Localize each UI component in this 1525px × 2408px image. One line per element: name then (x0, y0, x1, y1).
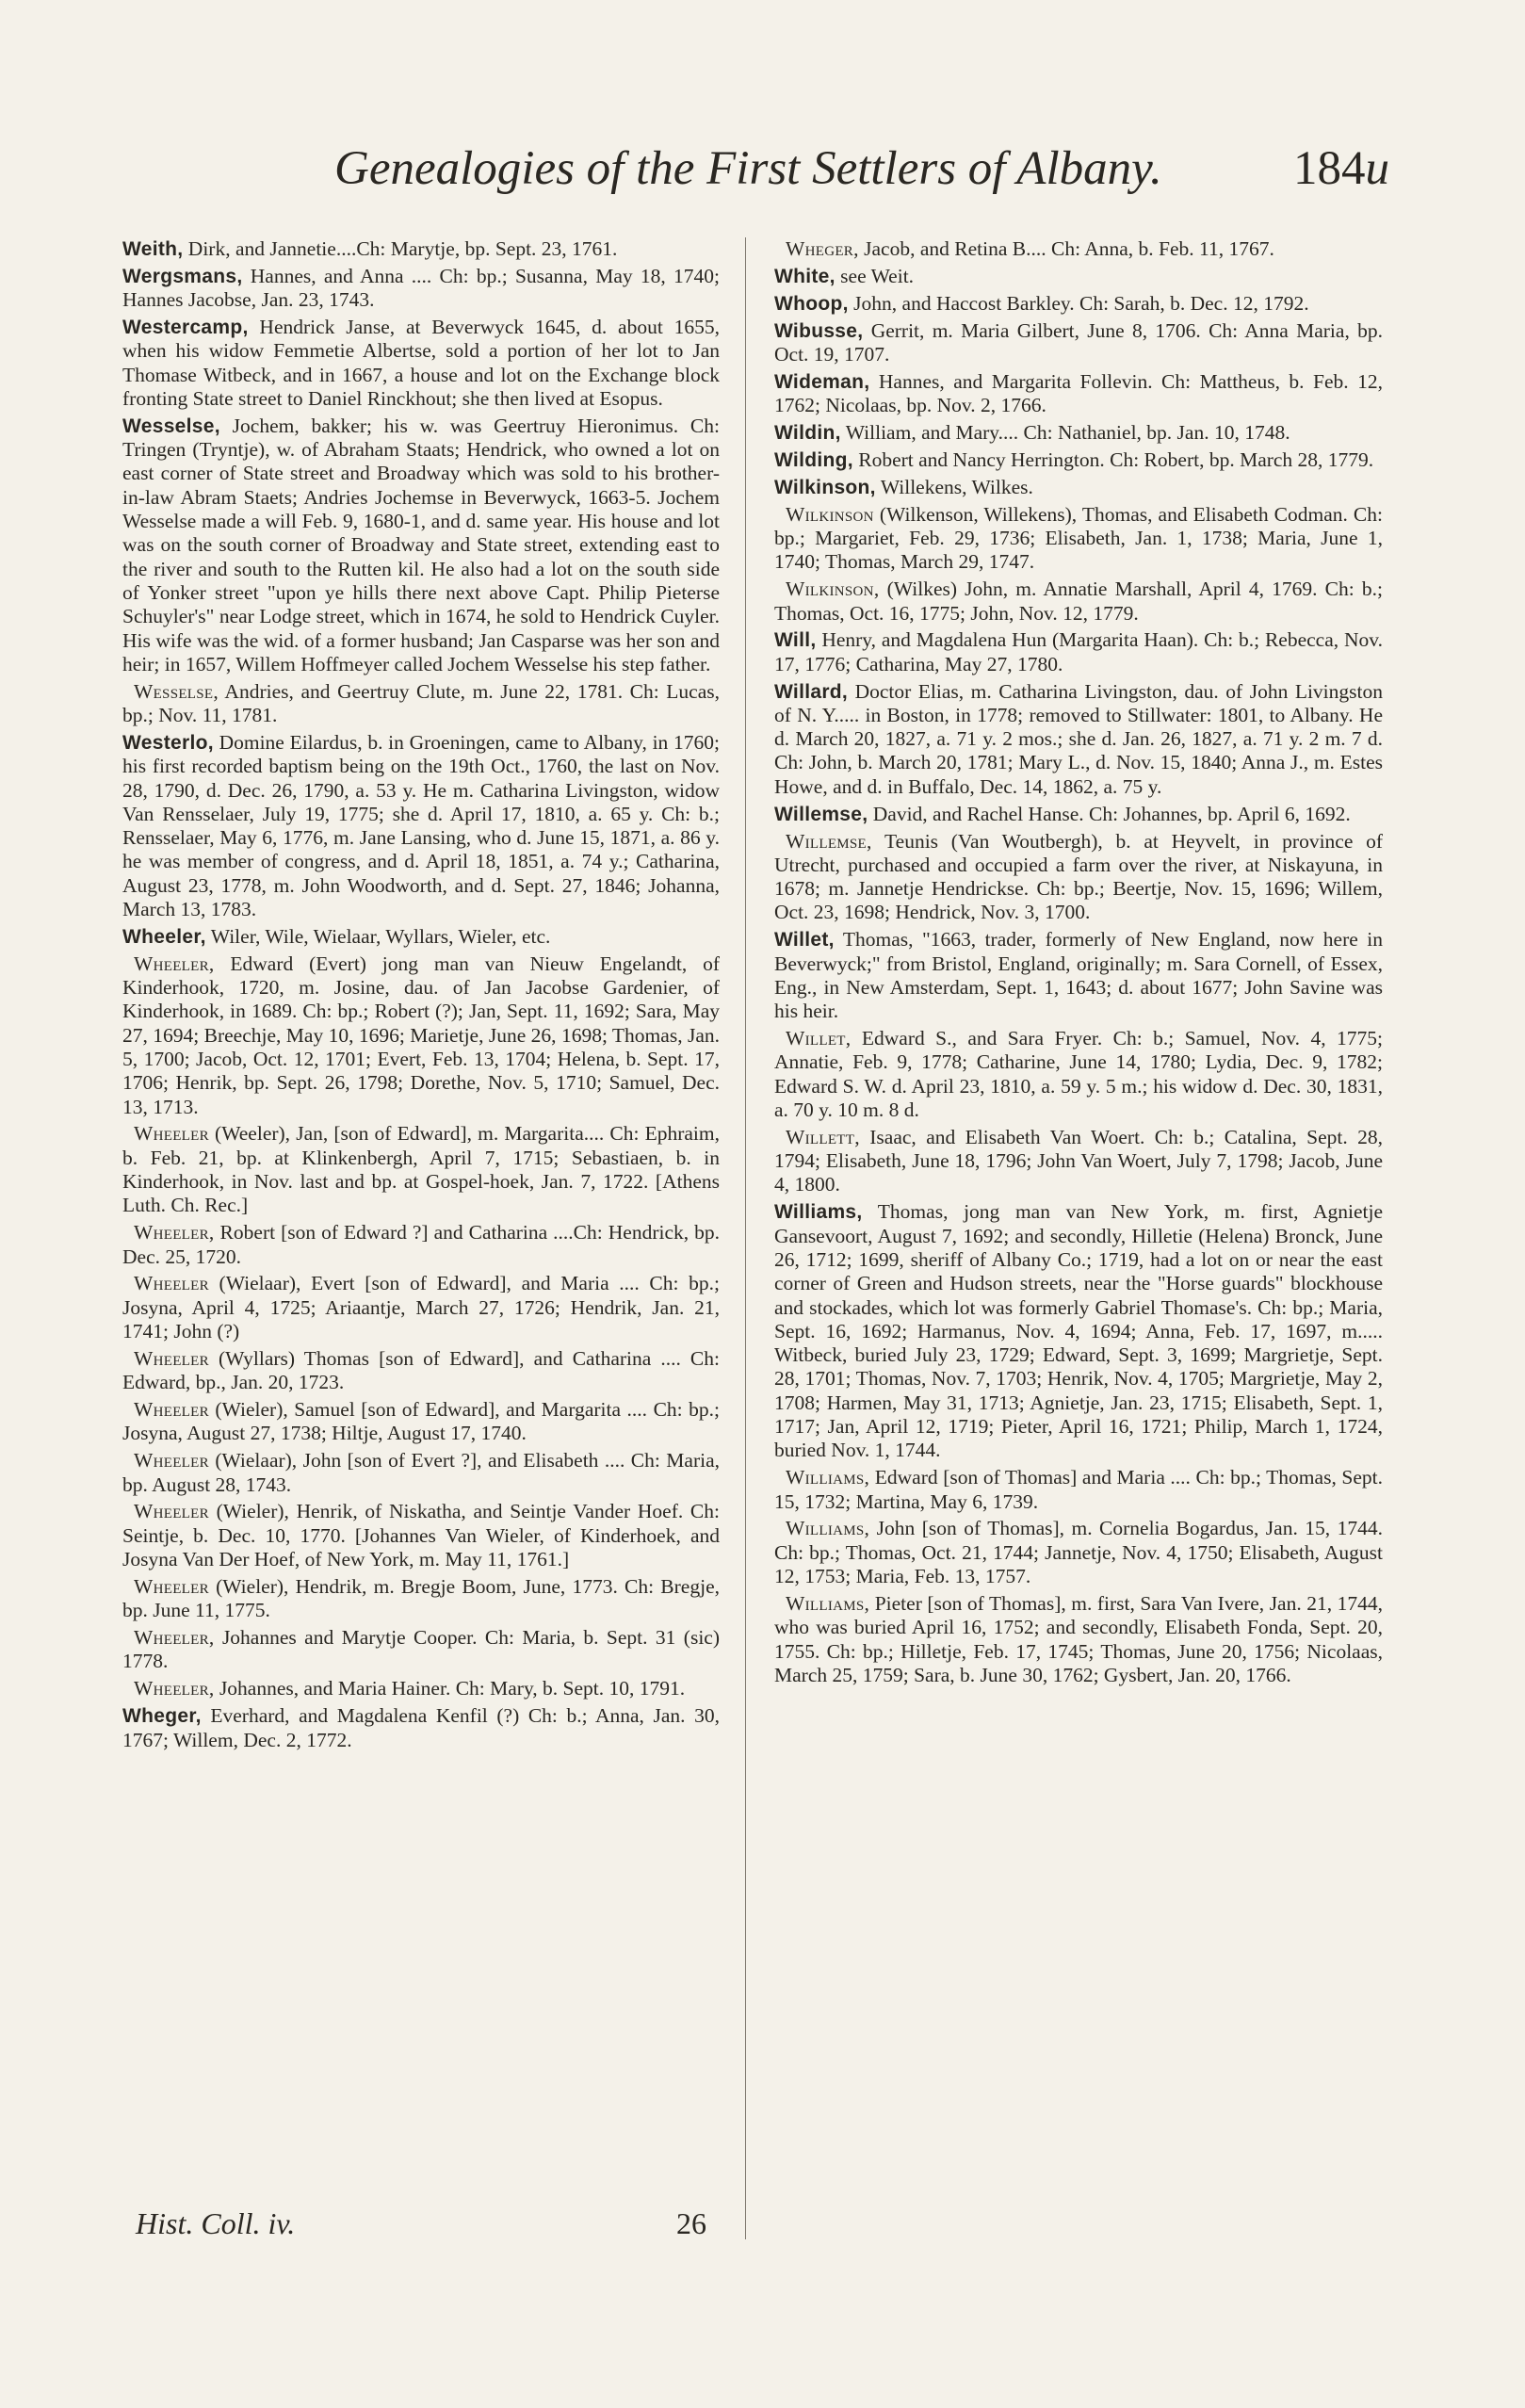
entry (774, 319, 1383, 367)
surname-subheading: Wilkinson, (786, 578, 880, 601)
surname-heading: Wergsmans, (122, 265, 243, 287)
footer-source: Hist. Coll. iv. (136, 2206, 296, 2240)
surname-subheading: Wilkinson (786, 502, 874, 526)
entry (774, 370, 1383, 418)
page-number-digits: 184 (1293, 142, 1366, 195)
entry (774, 628, 1383, 676)
entry-text: Isaac, and Elisabeth Van Woert. Ch: b.; Catalina, Sept. 28, 1794; Elisabeth, June 18, 1796; John Van Woert, July 7, 1798; Jacob, June 4, 1800. (774, 1125, 1383, 1196)
entry-text: Dirk, and Jannetie....Ch: Marytje, bp. Sept. 23, 1761. (183, 237, 618, 260)
surname-subheading: Williams, (786, 1517, 870, 1540)
entry (774, 237, 1383, 261)
entry (122, 1122, 720, 1217)
entry-text: (Wilkenson, Willekens), Thomas, and Elisabeth Codman. Ch: bp.; Margariet, Feb. 29, 1736; Elisabeth, Jan. 1, 1738; Maria, June 1, 1740; Thomas, March 29, 1747. (774, 502, 1383, 574)
surname-heading: Whoop, (774, 292, 849, 315)
entry-text: Hendrick Janse, at Beverwyck 1645, d. about 1655, when his widow Femmetie Albertse, sold a portion of her lot to Jan Thomase Witbeck, and in 1667, a house and lot on the Exchange block fronting State street to Daniel Rinckhout; she then lived at Esopus. (122, 316, 720, 410)
surname-subheading: Williams, (786, 1591, 870, 1615)
surname-heading: Will, (774, 629, 817, 652)
entry (774, 265, 1383, 288)
entry (774, 1466, 1383, 1514)
entry-text: Johannes and Marytje Cooper. Ch: Maria, b. Sept. 31 (sic) 1778. (122, 1626, 720, 1673)
surname-heading: Willard, (774, 680, 849, 703)
entry-text: David, and Rachel Hanse. Ch: Johannes, bp. April 6, 1692. (868, 802, 1351, 825)
surname-subheading: Wheeler, (134, 1221, 215, 1245)
entry (122, 952, 720, 1119)
entry-text: Willekens, Wilkes. (875, 475, 1033, 498)
entry-text: (Wyllars) Thomas [son of Edward], and Catharina .... Ch: Edward, bp., Jan. 20, 1723. (122, 1346, 720, 1394)
column-divider (745, 237, 746, 2239)
surname-subheading: Wheeler, (134, 1626, 215, 1650)
entry (122, 316, 720, 411)
page-number-suffix: u (1365, 142, 1389, 195)
entry (122, 1398, 720, 1446)
entry-text: Johannes, and Maria Hainer. Ch: Mary, b. Sept. 10, 1791. (214, 1677, 686, 1700)
surname-subheading: Wheeler (134, 1398, 209, 1422)
surname-heading: Wildin, (774, 422, 841, 445)
entry-text: Pieter [son of Thomas], m. first, Sara Van Ivere, Jan. 21, 1744, who was buried April 16, 1752; and secondly, Elisabeth Fonda, Sept. 20, 1755. Ch: bp.; Hilletje, Feb. 17, 1745; Thomas, June 20, 1756; Nicolaas, March 25, 1759; Sara, b. June 30, 1762; Gysbert, Jan. 20, 1766. (774, 1591, 1383, 1686)
entry (774, 1517, 1383, 1588)
entry (122, 925, 720, 949)
entry (774, 1126, 1383, 1197)
surname-heading: Williams, (774, 1201, 863, 1224)
entry (774, 292, 1383, 316)
entry (774, 578, 1383, 626)
entry-text: Robert [son of Edward ?] and Catharina ....Ch: Hendrick, bp. Dec. 25, 1720. (122, 1221, 720, 1268)
entry-text: Jochem, bakker; his w. was Geertruy Hieronimus. Ch: Tringen (Tryntje), w. of Abraham Staats; Hendrick, who owned a lot on east corner of State street and Broadway which was sold to his brother-in-law Abram Staets; Andries Jochemse in Beverwyck, 1663-5. Jochem Wesselse made a will Feb. 9, 1680-1, and d. same year. His house and lot was on the south corner of Broadway and State street, extending east to the river and south to the Rutten kil. He also had a lot on the south side of Yonker street "upon ye hills there next above Capt. Philip Pieterse Schuyler's" near Lodge street, which in 1674, he sold to Hendrick Cuyler. His wife was the wid. of a former husband; Jan Casparse was her son and heir; in 1657, Willem Hoffmeyer called Jochem Wesselse his step father. (122, 414, 720, 675)
entry (774, 830, 1383, 925)
entry (774, 803, 1383, 826)
entry (774, 1027, 1383, 1122)
entry (774, 476, 1383, 499)
surname-subheading: Wheeler, (134, 952, 215, 975)
entry (122, 1449, 720, 1497)
surname-subheading: Wesselse, (134, 679, 219, 703)
entry-text: Teunis (Van Woutbergh), b. at Heyvelt, in province of Utrecht, purchased and occupied a farm over the river, at Niskayuna, in 1678; m. Jannetje Hendrickse. Ch: bp.; Beertje, Nov. 15, 1696; Willem, Oct. 23, 1698; Hendrick, Nov. 3, 1700. (774, 829, 1383, 924)
surname-heading: White, (774, 265, 836, 287)
entry (122, 415, 720, 676)
entry-text: Domine Eilardus, b. in Groeningen, came to Albany, in 1760; his first recorded baptism being on the 19th Oct., 1760, the last on Nov. 28, 1790, d. Dec. 26, 1790, a. 53 y. He m. Catharina Livingston, widow Van Rensselaer, July 19, 1775; she d. April 17, 1810, a. 65 y. Ch: b.; Rensselaer, May 6, 1776, m. Jane Lansing, who d. June 15, 1871, a. 86 y. he was member of congress, and d. April 18, 1851, a. 74 y.; Catharina, August 23, 1778, m. John Woodworth, and d. Sept. 27, 1846; Johanna, March 13, 1783. (122, 730, 720, 920)
entry (122, 1500, 720, 1571)
entry-text: Doctor Elias, m. Catharina Livingston, dau. of John Livingston of N. Y..... in Boston, in 1778; removed to Stillwater: 1801, to Albany. He d. March 20, 1827, a. 71 y. 2 mos.; she d. Jan. 26, 1827, a. 71 y. 2 m. 7 d. Ch: John, b. March 20, 1781; Mary L., d. Nov. 15, 1840; Anna J., m. Estes Howe, and d. in Buffalo, Dec. 14, 1862, a. 75 y. (774, 679, 1383, 798)
entry (774, 1200, 1383, 1462)
entry-text: Everhard, and Magdalena Kenfil (?) Ch: b.; Anna, Jan. 30, 1767; Willem, Dec. 2, 1772. (122, 1704, 720, 1751)
surname-heading: Weith, (122, 238, 184, 260)
surname-heading: Wesselse, (122, 415, 220, 437)
entry-text: Andries, and Geertruy Clute, m. June 22, 1781. Ch: Lucas, bp.; Nov. 11, 1781. (122, 679, 720, 727)
entry (122, 237, 720, 261)
surname-subheading: Willett, (786, 1125, 860, 1148)
surname-heading: Wilkinson, (774, 476, 876, 498)
entry (122, 1347, 720, 1395)
entry-text: Wiler, Wile, Wielaar, Wyllars, Wieler, etc. (205, 924, 551, 948)
page-header (0, 141, 1525, 207)
left-column (122, 237, 720, 2205)
surname-subheading: Wheeler (134, 1346, 209, 1370)
entry (122, 1626, 720, 1674)
entry (774, 421, 1383, 445)
surname-subheading: Wheeler, (134, 1677, 215, 1700)
surname-heading: Wheeler, (122, 925, 206, 948)
entry-text: (Weeler), Jan, [son of Edward], m. Margarita.... Ch: Ephraim, b. Feb. 21, bp. at Klinkenbergh, April 7, 1715; Sebastiaen, b. in Kinderhook, in Nov. last and bp. at Gospel-hoek, Jan. 7, 1722. [Athens Luth. Ch. Rec.] (122, 1122, 720, 1217)
entry-text: Edward (Evert) jong man van Nieuw Engelandt, of Kinderhook, 1720, m. Josine, dau. of Jan Jacobse Gardenier, of Kinderhook, in 1689. Ch: bp.; Robert (?); Jan, Sept. 11, 1692; Sara, May 27, 1694; Breechje, May 10, 1696; Marietje, June 26, 1698; Thomas, Jan. 5, 1700; Jacob, Oct. 12, 1701; Evert, Feb. 13, 1704; Helena, b. Sept. 17, 1706; Henrik, bp. Sept. 26, 1798; Dorethe, Nov. 5, 1710; Samuel, Dec. 13, 1713. (122, 952, 720, 1118)
entry (122, 680, 720, 728)
entry-text: Edward [son of Thomas] and Maria .... Ch: bp.; Thomas, Sept. 15, 1732; Martina, May 6, 1739. (774, 1466, 1383, 1513)
entry (774, 680, 1383, 799)
surname-heading: Willet, (774, 929, 835, 952)
surname-subheading: Willet, (786, 1027, 852, 1050)
entry-text: Jacob, and Retina B.... Ch: Anna, b. Feb. 11, 1767. (858, 237, 1274, 260)
entry (122, 1272, 720, 1343)
entry-text: (Wieler), Samuel [son of Edward], and Margarita .... Ch: bp.; Josyna, August 27, 1738; Hiltje, August 17, 1740. (122, 1398, 720, 1445)
surname-subheading: Wheeler (134, 1574, 209, 1598)
entry-text: (Wielaar), John [son of Evert ?], and Elisabeth .... Ch: Maria, bp. August 28, 1743. (122, 1449, 720, 1496)
surname-heading: Wibusse, (774, 319, 864, 342)
entry (122, 265, 720, 313)
surname-subheading: Wheeler (134, 1449, 209, 1472)
entry-text: Gerrit, m. Maria Gilbert, June 8, 1706. Ch: Anna Maria, bp. Oct. 19, 1707. (774, 318, 1383, 366)
running-title: Genealogies of the First Settlers of Albany. (334, 142, 1162, 195)
entry-text: (Wilkes) John, m. Annatie Marshall, April 4, 1769. Ch: b.; Thomas, Oct. 16, 1775; John, Nov. 12, 1779. (774, 578, 1383, 625)
surname-subheading: Wheeler (134, 1272, 209, 1295)
entry-text: (Wieler), Henrik, of Niskatha, and Seintje Vander Hoef. Ch: Seintje, b. Dec. 10, 1770. [Johannes Van Wieler, of Kinderhoek, and Josyna Van Der Hoef, of New York, m. May 11, 1761.] (122, 1500, 720, 1571)
footer-signature-number: 26 (676, 2206, 706, 2240)
entry (122, 1575, 720, 1623)
entry-text: Thomas, "1663, trader, formerly of New England, now here in Beverwyck;" from Bristol, England, originally; m. Sara Cornell, of Essex, Eng., in New Amsterdam, Sept. 1, 1643; d. about 1677; John Savine was his heir. (774, 928, 1383, 1023)
entry (122, 731, 720, 921)
surname-heading: Westercamp, (122, 317, 249, 339)
surname-subheading: Williams, (786, 1466, 870, 1489)
entry-text: Hannes, and Anna .... Ch: bp.; Susanna, May 18, 1740; Hannes Jacobse, Jan. 23, 1743. (122, 264, 720, 312)
entry-text: see Weit. (835, 264, 915, 287)
surname-heading: Wideman, (774, 370, 870, 393)
entry (774, 503, 1383, 575)
surname-heading: Westerlo, (122, 731, 214, 754)
entry-text: Edward S., and Sara Fryer. Ch: b.; Samuel, Nov. 4, 1775; Annatie, Feb. 9, 1778; Catharine, June 14, 1780; Lydia, Dec. 9, 1782; Edward S. W. d. April 23, 1810, a. 59 y. 5 m.; his widow d. Dec. 30, 1831, a. 70 y. 10 m. 8 d. (774, 1027, 1383, 1121)
surname-heading: Wilding, (774, 448, 853, 471)
entry-text: (Wielaar), Evert [son of Edward], and Maria .... Ch: bp.; Josyna, April 4, 1725; Ariaantje, March 27, 1726; Hendrik, Jan. 21, 1741; John (?) (122, 1272, 720, 1342)
entry-text: Henry, and Magdalena Hun (Margarita Haan). Ch: b.; Rebecca, Nov. 17, 1776; Catharina, May 27, 1780. (774, 628, 1383, 675)
entry-text: Hannes, and Margarita Follevin. Ch: Mattheus, b. Feb. 12, 1762; Nicolaas, bp. Nov. 2, 1766. (774, 369, 1383, 417)
right-column (774, 237, 1383, 2263)
entry (774, 1592, 1383, 1687)
entry (122, 1677, 720, 1700)
surname-heading: Wheger, (122, 1705, 202, 1728)
surname-subheading: Willemse, (786, 829, 872, 853)
page-number (1276, 141, 1389, 196)
entry-text: William, and Mary.... Ch: Nathaniel, bp. Jan. 10, 1748. (840, 421, 1290, 445)
entry-text: John [son of Thomas], m. Cornelia Bogardus, Jan. 15, 1744. Ch: bp.; Thomas, Oct. 21, 1744; Jannetje, Nov. 4, 1750; Elisabeth, August 12, 1753; Maria, Feb. 13, 1757. (774, 1517, 1383, 1588)
entry-text: John, and Haccost Barkley. Ch: Sarah, b. Dec. 12, 1792. (848, 291, 1309, 315)
surname-subheading: Wheger, (786, 237, 859, 260)
entry (774, 448, 1383, 472)
entry (122, 1221, 720, 1269)
entry (122, 1704, 720, 1752)
entry-text: (Wieler), Hendrik, m. Bregje Boom, June, 1773. Ch: Bregje, bp. June 11, 1775. (122, 1574, 720, 1622)
entry (774, 928, 1383, 1023)
surname-subheading: Wheeler (134, 1122, 209, 1146)
surname-heading: Willemse, (774, 803, 868, 825)
surname-subheading: Wheeler (134, 1500, 209, 1523)
entry-text: Thomas, jong man van New York, m. first, Agnietje Gansevoort, August 7, 1692; and secondly, Hilletie (Helena) Bronck, June 26, 1712; 1699, sheriff of Albany Co.; 1719, had a lot on or near the east corner of Green and Hudson streets, near the "Horse guards" blockhouse and stockades, which lot was formerly Gabriel Thomase's. Ch: bp.; Maria, Sept. 16, 1692; Harmanus, Nov. 4, 1694; Anna, Feb. 17, 1697, m..... Witbeck, buried July 23, 1729; Edward, Sept. 3, 1699; Margrietje, Sept. 28, 1701; Thomas, Nov. 7, 1703; Henrik, Nov. 4, 1705; Margrietje, May 2, 1708; Harmen, May 31, 1713; Agnietje, Jan. 23, 1715; Elisabeth, Sept. 1, 1717; Jan, April 12, 1719; Pieter, April 16, 1721; Philip, March 1, 1724, buried Nov. 1, 1744. (774, 1200, 1383, 1462)
entry-text: Robert and Nancy Herrington. Ch: Robert, bp. March 28, 1779. (852, 447, 1374, 471)
